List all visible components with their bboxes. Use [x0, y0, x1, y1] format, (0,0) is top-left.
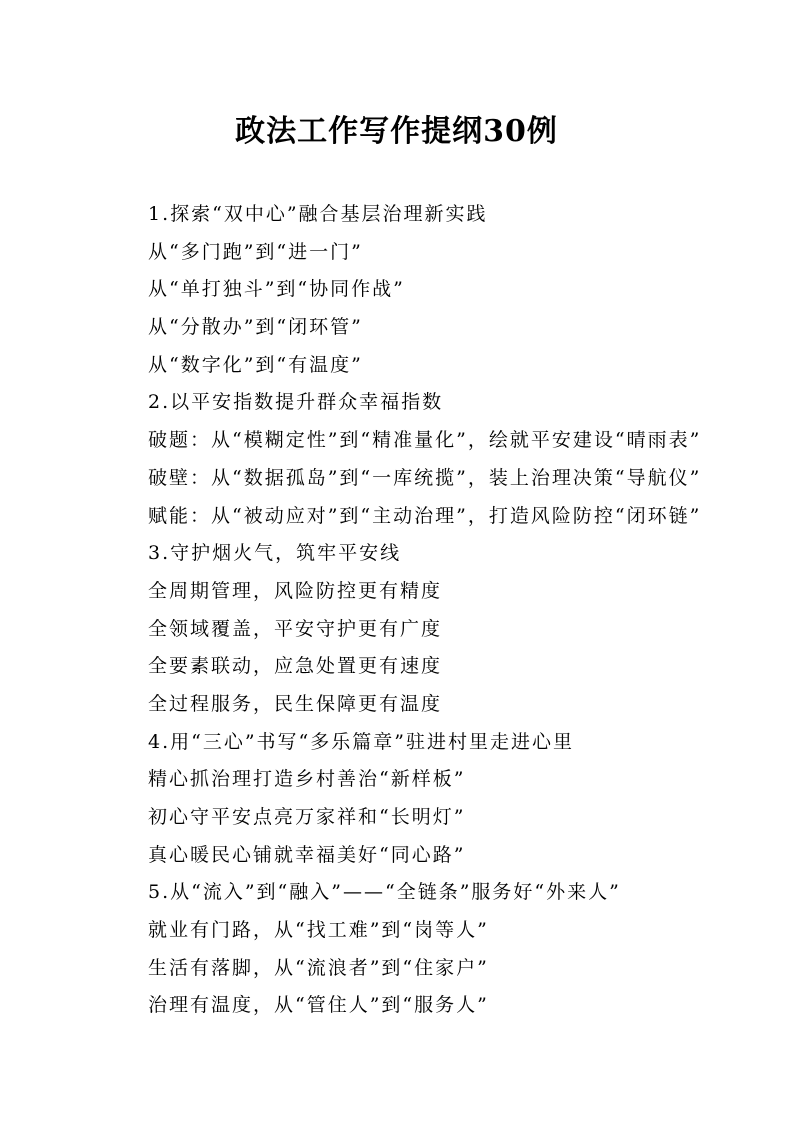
outline-item: 全过程服务，民生保障更有温度 — [148, 692, 443, 715]
outline-item: 从“分散办”到“闭环管” — [148, 316, 363, 339]
section-heading-3: 3.守护烟火气，筑牢平安线 — [148, 542, 402, 565]
outline-item: 生活有落脚，从“流浪者”到“住家户” — [148, 956, 489, 979]
outline-item: 从“数字化”到“有温度” — [148, 353, 363, 376]
outline-item: 赋能：从“被动应对”到“主动治理”，打造风险防控“闭环链” — [148, 504, 702, 527]
outline-item: 从“多门跑”到“进一门” — [148, 240, 363, 263]
outline-item: 初心守平安点亮万家祥和“长明灯” — [148, 806, 466, 828]
section-heading-1: 1.探索“双中心”融合基层治理新实践 — [148, 203, 488, 225]
outline-item: 破壁：从“数据孤岛”到“一库统揽”，装上治理决策“导航仪” — [148, 466, 702, 489]
outline-item: 真心暖民心铺就幸福美好“同心路” — [148, 843, 466, 866]
outline-item: 全领域覆盖，平安守护更有广度 — [148, 617, 443, 640]
outline-item: 从“单打独斗”到“协同作战” — [148, 278, 405, 301]
section-heading-4: 4.用“三心”书写“多乐篇章”驻进村里走进心里 — [148, 730, 574, 753]
outline-item: 破题：从“模糊定性”到“精准量化”，绘就平安建设“晴雨表” — [148, 429, 702, 452]
outline-item: 全周期管理，风险防控更有精度 — [148, 579, 443, 602]
section-heading-5: 5.从“流入”到“融入”——“全链条”服务好“外来人” — [148, 881, 621, 904]
document-title: 政法工作写作提纲30例 — [235, 114, 558, 149]
outline-item: 精心抓治理打造乡村善治“新样板” — [148, 768, 466, 791]
outline-item: 全要素联动，应急处置更有速度 — [148, 655, 443, 678]
outline-body — [148, 196, 748, 1025]
outline-item: 治理有温度，从“管住人”到“服务人” — [148, 994, 489, 1017]
outline-item: 就业有门路，从“找工难”到“岗等人” — [148, 919, 489, 942]
section-heading-2: 2.以平安指数提升群众幸福指数 — [148, 391, 444, 414]
